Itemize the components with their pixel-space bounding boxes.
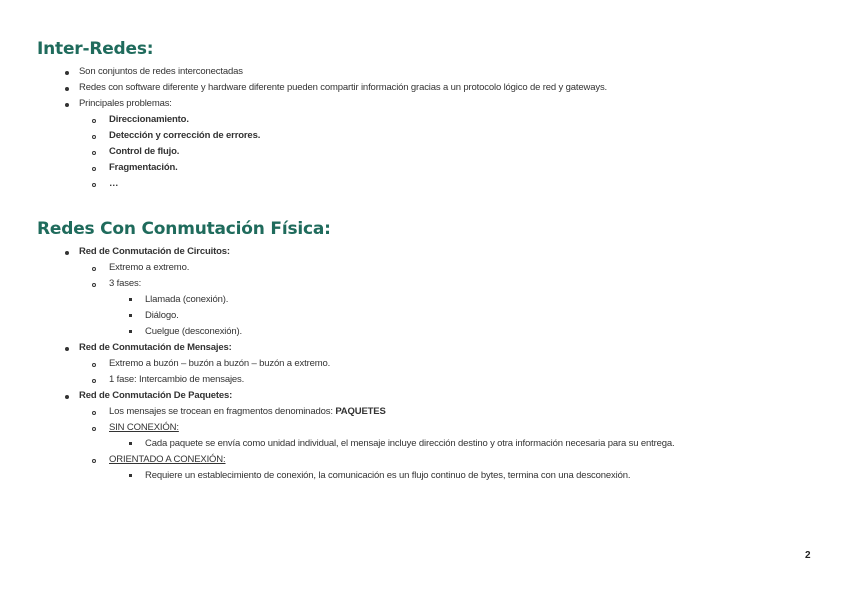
list-item: Diálogo. <box>145 310 179 321</box>
bullet-icon <box>65 71 69 75</box>
square-bullet-icon <box>129 442 132 445</box>
list-item <box>109 406 386 418</box>
bullet-icon <box>65 251 69 255</box>
list-item: Red de Conmutación de Mensajes: <box>79 342 232 353</box>
circle-bullet-icon <box>92 379 96 383</box>
bullet-icon <box>65 395 69 399</box>
list-item: Requiere un establecimiento de conexión, la comunicación es un flujo continuo de bytes, termina con una desconexión. <box>145 470 631 481</box>
circle-bullet-icon <box>92 363 96 367</box>
page-number: 2 <box>805 550 811 561</box>
circle-bullet-icon <box>92 459 96 463</box>
heading-redes-conmutacion: Redes Con Conmutación Física: <box>37 219 331 239</box>
list-item: Principales problemas: <box>79 98 172 109</box>
list-item: Control de flujo. <box>109 146 180 157</box>
list-item: Extremo a extremo. <box>109 262 190 273</box>
list-item: Detección y corrección de errores. <box>109 130 261 141</box>
circle-bullet-icon <box>92 167 96 171</box>
list-item: Red de Conmutación de Circuitos: <box>79 246 230 257</box>
circle-bullet-icon <box>92 427 96 431</box>
list-item: SIN CONEXIÓN: <box>109 422 179 433</box>
square-bullet-icon <box>129 298 132 301</box>
list-item: Fragmentación. <box>109 162 178 173</box>
list-item: 1 fase: Intercambio de mensajes. <box>109 374 245 385</box>
paquetes-term: PAQUETES <box>335 406 386 417</box>
circle-bullet-icon <box>92 183 96 187</box>
list-item: Cuelgue (desconexión). <box>145 326 243 337</box>
list-item: … <box>109 178 119 189</box>
circle-bullet-icon <box>92 135 96 139</box>
bullet-icon <box>65 103 69 107</box>
list-item: Direccionamiento. <box>109 114 189 125</box>
square-bullet-icon <box>129 314 132 317</box>
list-item: Redes con software diferente y hardware diferente pueden compartir información gracias a un protocolo lógico de red y gateways. <box>79 82 608 93</box>
list-item: 3 fases: <box>109 278 142 289</box>
list-item: Red de Conmutación De Paquetes: <box>79 390 233 401</box>
bullet-icon <box>65 87 69 91</box>
circle-bullet-icon <box>92 151 96 155</box>
list-item: Extremo a buzón – buzón a buzón – buzón a extremo. <box>109 358 331 369</box>
circle-bullet-icon <box>92 267 96 271</box>
square-bullet-icon <box>129 330 132 333</box>
square-bullet-icon <box>129 474 132 477</box>
circle-bullet-icon <box>92 119 96 123</box>
circle-bullet-icon <box>92 283 96 287</box>
heading-inter-redes: Inter-Redes: <box>37 39 154 59</box>
circle-bullet-icon <box>92 411 96 415</box>
list-item: Son conjuntos de redes interconectadas <box>79 66 243 77</box>
paquetes-intro: Los mensajes se trocean en fragmentos denominados: <box>109 406 333 417</box>
bullet-icon <box>65 347 69 351</box>
list-item: Llamada (conexión). <box>145 294 229 305</box>
list-item: ORIENTADO A CONEXIÓN: <box>109 454 226 465</box>
list-item: Cada paquete se envía como unidad individual, el mensaje incluye dirección destino y otra información necesaria para su entrega. <box>145 438 675 449</box>
